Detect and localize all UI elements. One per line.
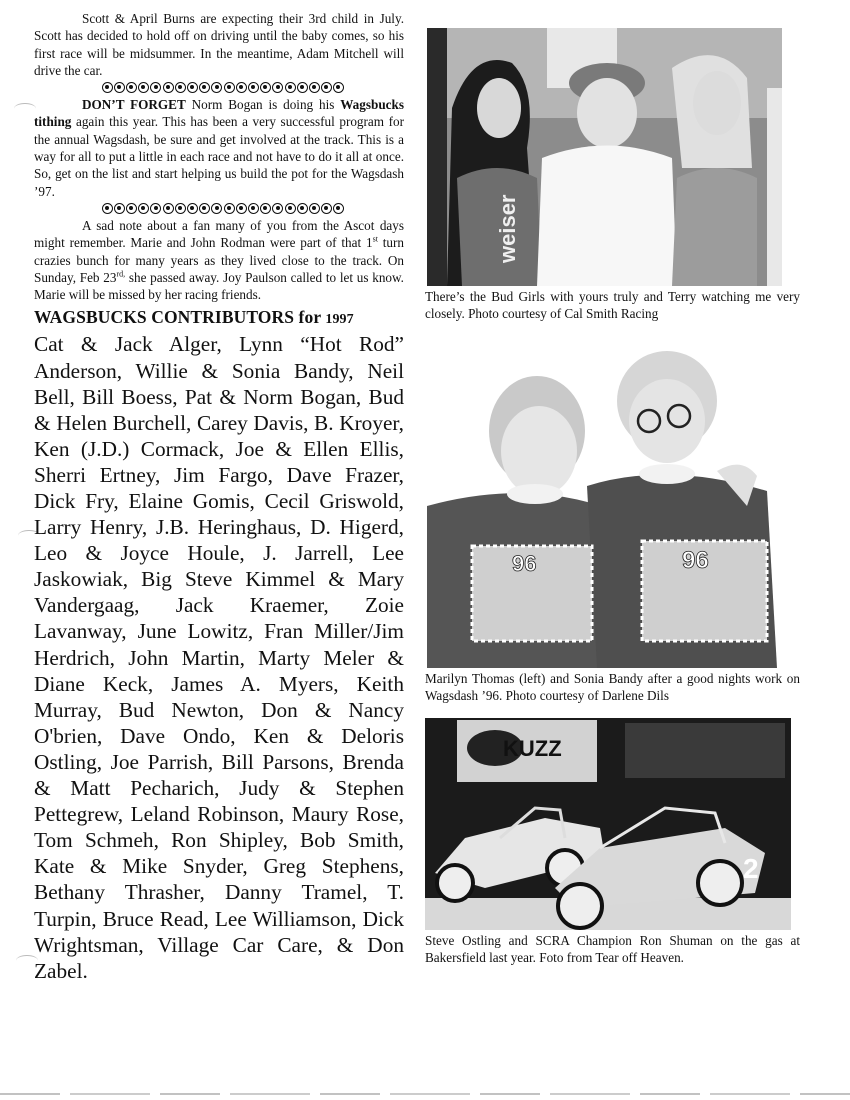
bullseye-bullet-icon [175, 82, 186, 93]
photo-thomas-bandy-caption: Marilyn Thomas (left) and Sonia Bandy after a good nights work on Wagsdash ’96. Photo courtesy of Darlene Dils [425, 671, 800, 703]
bullseye-bullet-icon [114, 203, 125, 214]
bullseye-bullet-icon [260, 82, 271, 93]
bullseye-bullet-icon [297, 82, 308, 93]
svg-text:weiser: weiser [495, 194, 520, 263]
bullseye-bullet-icon [138, 82, 149, 93]
bullet-divider [34, 200, 404, 217]
bullseye-bullet-icon [285, 203, 296, 214]
svg-text:96: 96 [682, 547, 709, 574]
bullseye-bullet-icon [272, 82, 283, 93]
announcement-burns-text: Scott & April Burns are expecting their 3rd child in July. Scott has decided to hold off on driving until the baby comes, so his first race will be midsummer. In the meantime, Adam Mitchell will drive the car. [34, 11, 404, 78]
svg-text:2: 2 [743, 853, 759, 884]
bullseye-bullet-icon [175, 203, 186, 214]
wagsbucks-tithing-label: Wagsbucks tithing [34, 97, 404, 130]
bullseye-bullet-icon [285, 82, 296, 93]
photo-sprint-cars-caption: Steve Ostling and SCRA Champion Ron Shuman on the gas at Bakersfield last year. Foto from Tear off Heaven. [425, 933, 800, 965]
photo-bud-girls-image [427, 28, 782, 286]
contributors-list: Cat & Jack Alger, Lynn “Hot Rod” Anderson, Willie & Sonia Bandy, Neil Bell, Bill Boess, Pat & Norm Bogan, Bud & Helen Burchell, Carey Davis, B. Kroyer, Ken (J.D.) Cormack, Joe & Ellen Ellis, Sherri Ertney, Jim Fargo, Dave Frazer, Dick Fry, Elaine Gomis, Cecil Griswold, Larry Henry, J.B. Heringhaus, D. Higerd, Leo & Joyce Houle, J. Jarrell, Lee Jaskowiak, Big Steve Kimmel & Mary Vandergaag, Jack Kraemer, Zoie Lavanway, June Lowitz, Fran Miller/Jim Herdrich, John Martin, Marty Meler & Diane Keck, James A. Myers, Keith Murray, Bud Newton, Don & Nancy O'brien, Dave Ondo, Ken & Deloris Ostling, Joe Parrish, Bill Parsons, Brenda & Matt Pecharich, Judy & Stephen Pettegrew, Leland Robinson, Maury Rose, Tom Schmeh, Ron Shipley, Bob Smith, Kate & Mike Snyder, Greg Stephens, Bethany Thrasher, Danny Tramel, T. Turpin, Bruce Read, Lee Williamson, Dick Wrightsman, Village Car Care, & Don Zabel. [34, 332, 404, 983]
bullseye-bullet-icon [102, 203, 113, 214]
bullet-divider [34, 79, 404, 96]
bullseye-bullet-icon [102, 82, 113, 93]
bullseye-bullet-icon [236, 203, 247, 214]
bullseye-bullet-icon [236, 82, 247, 93]
svg-text:96: 96 [512, 551, 537, 576]
bullseye-bullet-icon [309, 82, 320, 93]
right-photo-column [425, 28, 800, 966]
bullseye-bullet-icon [224, 82, 235, 93]
scan-edge-line [0, 1093, 850, 1095]
bullseye-bullet-icon [248, 82, 259, 93]
svg-text:KUZZ: KUZZ [503, 736, 562, 761]
bullseye-bullet-icon [211, 203, 222, 214]
bullseye-bullet-icon [126, 82, 137, 93]
announcement-tithing: DON’T FORGET Norm Bogan is doing his Wagsbucks tithing again this year. This has been a very successful program for the annual Wagsdash, be sure and get involved at the track. This is a way for all to put a little in each race and not have to do it all at once. So, get on the list and start helping us build the pot for the Wagsdash ’97. [34, 97, 404, 199]
bullseye-bullet-icon [333, 82, 344, 93]
bullseye-bullet-icon [297, 203, 308, 214]
bullseye-bullet-icon [150, 82, 161, 93]
bullseye-bullet-icon [211, 82, 222, 93]
announcement-rodman: A sad note about a fan many of you from the Ascot days might remember. Marie and John Rodman were part of that 1st turn crazies bunch for many years as they lived close to the track. On Sunday, Feb $23^{rd,}$ she passed away. Joy Paulson called to let us know. Marie will be missed by her racing friends. [34, 217, 404, 303]
contributors-year: 1997 [325, 312, 354, 328]
dont-forget-label: DON’T FORGET [82, 97, 186, 113]
photo-bud-girls-caption: There’s the Bud Girls with yours truly and Terry watching me very closely. Photo courtesy of Cal Smith Racing [425, 289, 800, 321]
bullseye-bullet-icon [126, 203, 137, 214]
photo-thomas-bandy [427, 346, 782, 668]
bullseye-bullet-icon [224, 203, 235, 214]
bullseye-bullet-icon [321, 82, 332, 93]
bullseye-bullet-icon [163, 203, 174, 214]
bullseye-bullet-icon [260, 203, 271, 214]
photo-sprint-cars-image [425, 718, 791, 930]
bullseye-bullet-icon [138, 203, 149, 214]
photo-bud-girls [427, 28, 782, 286]
announcement-burns [34, 10, 404, 79]
bullseye-bullet-icon [187, 203, 198, 214]
bullseye-bullet-icon [321, 203, 332, 214]
photo-sprint-cars [425, 718, 791, 930]
bullseye-bullet-icon [199, 203, 210, 214]
scan-artifact-mark [14, 103, 36, 114]
bullseye-bullet-icon [309, 203, 320, 214]
bullseye-bullet-icon [187, 82, 198, 93]
bullseye-bullet-icon [199, 82, 210, 93]
bullseye-bullet-icon [248, 203, 259, 214]
photo-thomas-bandy-image [427, 346, 782, 668]
left-text-column [34, 10, 404, 984]
contributors-heading: WAGSBUCKS CONTRIBUTORS for 1997 [34, 307, 354, 328]
bullseye-bullet-icon [114, 82, 125, 93]
bullseye-bullet-icon [333, 203, 344, 214]
bullseye-bullet-icon [163, 82, 174, 93]
bullseye-bullet-icon [150, 203, 161, 214]
bullseye-bullet-icon [272, 203, 283, 214]
